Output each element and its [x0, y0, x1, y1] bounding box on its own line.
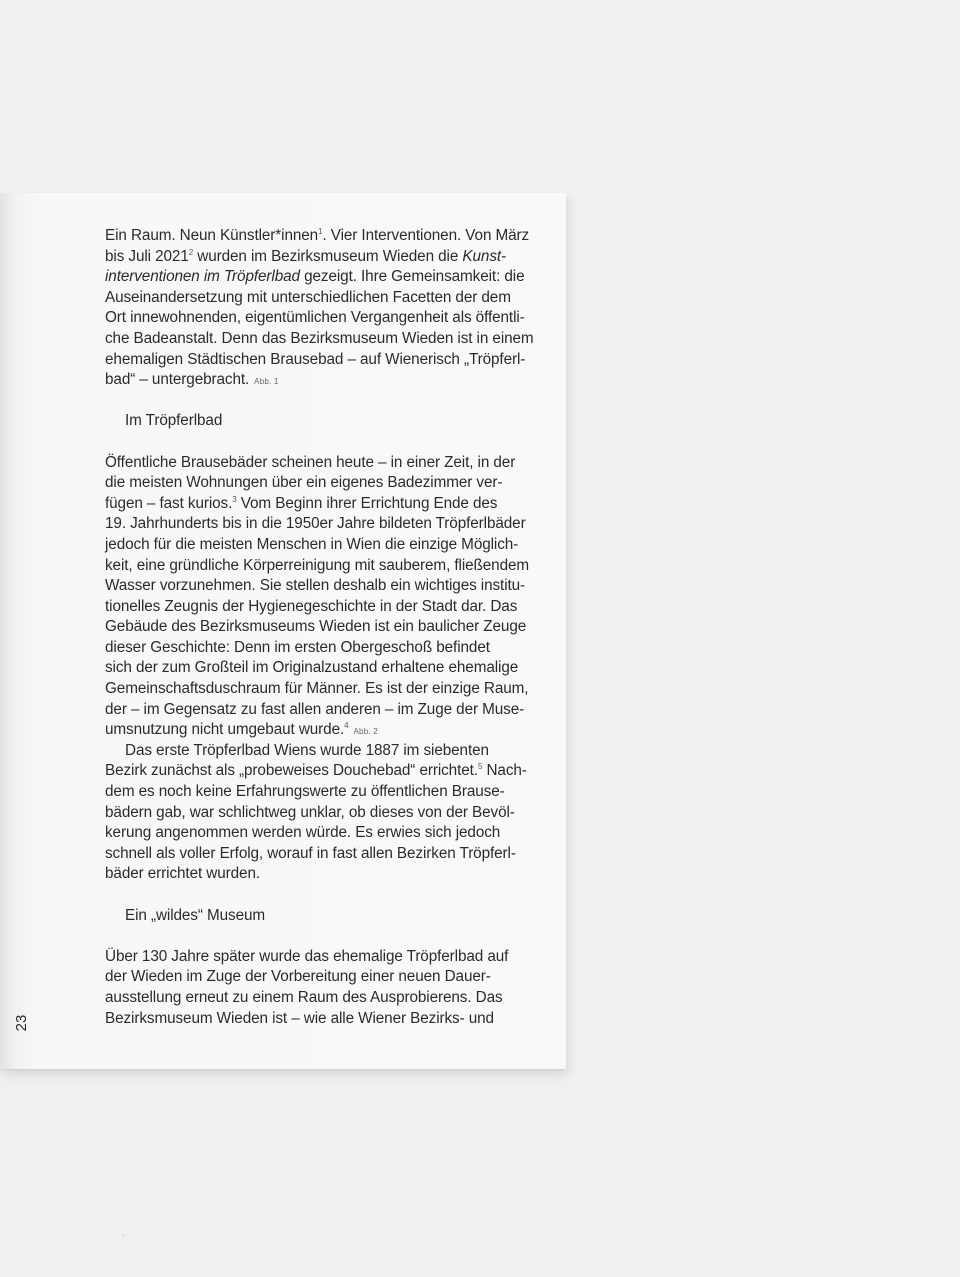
text-line: die meisten Wohnungen über ein eigenes Badezimmer ver- — [105, 474, 503, 492]
text-line: bädern gab, war schlichtweg unklar, ob dieses von der Bevöl- — [105, 803, 515, 821]
text-line — [105, 494, 535, 515]
footnote-marker: 4 — [344, 721, 349, 731]
text-run: fügen – fast kurios. — [105, 494, 233, 512]
text-line: schnell als voller Erfolg, worauf in fast allen Bezirken Tröpferl- — [105, 844, 516, 862]
text-line: 19. Jahrhunderts bis in die 1950er Jahre bildeten Tröpferlbäder — [105, 515, 526, 533]
section-heading: Ein „wildes“ Museum — [125, 906, 266, 924]
page-number: 23 — [13, 1014, 30, 1032]
italic-title: Kunst- — [462, 247, 507, 265]
body-text — [105, 226, 535, 1029]
text-run: Nach- — [482, 762, 527, 780]
text-run: Ein Raum. Neun Künstler*innen — [105, 227, 319, 244]
text-line: Öffentliche Brausebäder scheinen heute – in einer Zeit, in der — [105, 453, 516, 471]
text-line — [105, 370, 535, 391]
footnote-marker: 2 — [188, 247, 194, 257]
dust-speck — [122, 1234, 124, 1236]
spacer — [105, 885, 535, 906]
text-run: . Vier Interventionen. Von März — [322, 227, 530, 244]
italic-title: interventionen im Tröpferlbad — [105, 268, 300, 286]
text-line: sich der zum Großteil im Originalzustand erhaltene ehemalige — [105, 659, 519, 677]
text-line: Wasser vorzunehmen. Sie stellen deshalb ein wichtiges institu- — [105, 577, 526, 595]
figure-reference: Abb. 1 — [254, 377, 279, 387]
text-run: wurden im Bezirksmuseum Wieden die — [193, 247, 463, 265]
text-line: jedoch für die meisten Menschen in Wien die einzige Möglich- — [105, 535, 519, 553]
text-run: bis Juli 2021 — [105, 247, 189, 265]
text-run: bad“ – untergebracht. — [105, 371, 250, 389]
text-run: umsnutzung nicht umgebaut wurde. — [105, 721, 345, 739]
spacer — [105, 432, 535, 453]
text-line — [105, 247, 535, 268]
text-run: gezeigt. Ihre Gemeinsamkeit: die — [299, 268, 525, 286]
spacer — [105, 391, 535, 412]
text-line: ausstellung erneut zu einem Raum des Ausprobierens. Das — [105, 988, 503, 1006]
footnote-marker: 1 — [318, 227, 323, 236]
text-line: Gemeinschaftsduschraum für Männer. Es ist der einzige Raum, — [105, 680, 529, 698]
spacer — [105, 926, 535, 947]
text-line — [105, 226, 535, 247]
text-line: Ort innewohnenden, eigentümlichen Vergangenheit als öffentli- — [105, 309, 525, 327]
figure-reference: Abb. 2 — [353, 727, 378, 737]
text-line: tionelles Zeugnis der Hygienegeschichte in der Stadt dar. Das — [105, 597, 518, 615]
text-line — [105, 720, 535, 741]
text-line: der – im Gegensatz zu fast allen anderen – im Zuge der Muse- — [105, 700, 525, 718]
text-line: Über 130 Jahre später wurde das ehemalige Tröpferlbad auf — [105, 947, 509, 965]
text-line: Auseinandersetzung mit unterschiedlichen Facetten der dem — [105, 288, 511, 306]
text-line: dieser Geschichte: Denn im ersten Obergeschoß befindet — [105, 638, 490, 656]
text-line: keit, eine gründliche Körperreinigung mit sauberem, fließendem — [105, 556, 530, 574]
text-line — [105, 761, 535, 782]
text-line: che Badeanstalt. Denn das Bezirksmuseum Wieden ist in einem — [105, 329, 534, 347]
text-line: ehemaligen Städtischen Brausebad – auf Wienerisch „Tröpferl- — [105, 350, 526, 368]
text-line: Bezirksmuseum Wieden ist – wie alle Wiener Bezirks- und — [105, 1009, 494, 1027]
section-heading: Im Tröpferlbad — [125, 412, 223, 430]
text-run: Vom Beginn ihrer Errichtung Ende des — [236, 494, 498, 512]
text-line: bäder errichtet wurden. — [105, 865, 261, 883]
text-line: dem es noch keine Erfahrungswerte zu öffentlichen Brause- — [105, 783, 505, 801]
text-line: kerung angenommen werden würde. Es erwies sich jedoch — [105, 824, 501, 842]
text-line: Das erste Tröpferlbad Wiens wurde 1887 im siebenten — [125, 741, 489, 759]
text-run: Bezirk zunächst als „probeweises Douchebad“ errichtet. — [105, 762, 478, 780]
footnote-marker: 3 — [232, 494, 237, 504]
footnote-marker: 5 — [477, 762, 483, 772]
text-line: Gebäude des Bezirksmuseums Wieden ist ein baulicher Zeuge — [105, 618, 527, 636]
text-line — [105, 267, 535, 288]
text-line: der Wieden im Zuge der Vorbereitung einer neuen Dauer- — [105, 968, 491, 986]
